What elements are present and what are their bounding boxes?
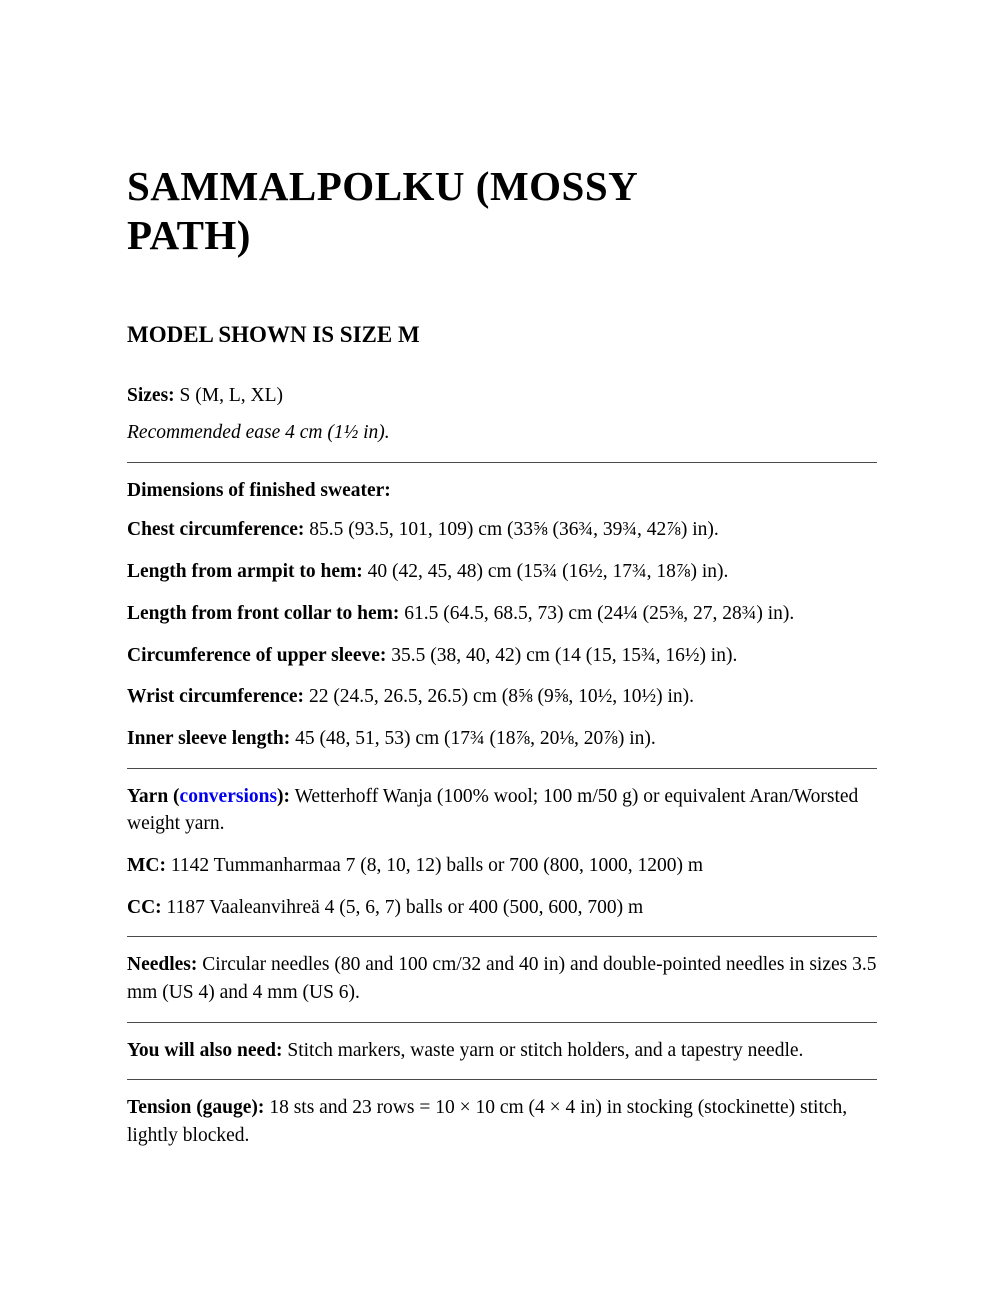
needles-paragraph xyxy=(127,951,877,1006)
cc-row xyxy=(127,894,877,922)
cc-label: CC: xyxy=(127,896,162,918)
spec-value: 85.5 (93.5, 101, 109) cm (33⅝ (36¾, 39¾, 42⅞) in). xyxy=(304,519,719,541)
spec-value: 40 (42, 45, 48) cm (15¾ (16½, 17¾, 18⅞) in). xyxy=(362,561,729,583)
also-need-paragraph xyxy=(127,1037,877,1065)
yarn-value: Wetterhoff Wanja (100% wool; 100 m/50 g) or equivalent Aran/Worsted weight yarn. xyxy=(127,785,859,835)
section-divider xyxy=(127,462,877,463)
also-need-label: You will also need: xyxy=(127,1039,283,1061)
spec-label: Wrist circumference: xyxy=(127,686,305,708)
yarn-label: Yarn (conversions): xyxy=(127,785,291,807)
section-divider xyxy=(127,1079,877,1080)
tension-value: 18 sts and 23 rows = 10 × 10 cm (4 × 4 in) in stocking (stockinette) stitch, lightly blocked. xyxy=(127,1097,848,1147)
needles-value: Circular needles (80 and 100 cm/32 and 40 in) and double-pointed needles in sizes 3.5 mm (US 4) and 4 mm (US 6). xyxy=(127,954,877,1003)
mc-label: MC: xyxy=(127,854,166,876)
spec-row-collar-hem xyxy=(127,600,877,628)
spec-label: Circumference of upper sleeve: xyxy=(127,644,387,666)
page-title: SAMMALPOLKU (MOSSY PATH) xyxy=(127,163,637,259)
spec-row-chest xyxy=(127,516,877,544)
sizes-label: Sizes: xyxy=(127,385,175,407)
dimensions-header: Dimensions of finished sweater: xyxy=(127,479,391,501)
spec-row-inner-sleeve xyxy=(127,725,877,753)
needles-label: Needles: xyxy=(127,954,198,976)
yarn-paragraph xyxy=(127,783,877,838)
also-need-value: Stitch markers, waste yarn or stitch holders, and a tapestry needle. xyxy=(282,1039,804,1061)
section-divider xyxy=(127,936,877,937)
sizes-value: S (M, L, XL) xyxy=(174,385,283,407)
spec-label: Length from armpit to hem: xyxy=(127,561,363,583)
section-divider xyxy=(127,1022,877,1023)
spec-value: 45 (48, 51, 53) cm (17¾ (18⅞, 20⅛, 20⅞) in). xyxy=(290,727,656,749)
cc-value: 1187 Vaaleanvihreä 4 (5, 6, 7) balls or 400 (500, 600, 700) m xyxy=(161,896,644,918)
spec-label: Inner sleeve length: xyxy=(127,727,291,749)
spec-label: Chest circumference: xyxy=(127,519,305,541)
ease-note: Recommended ease 4 cm (1½ in). xyxy=(127,422,390,444)
spec-row-wrist xyxy=(127,683,877,711)
spec-label: Length from front collar to hem: xyxy=(127,602,400,624)
tension-label: Tension (gauge): xyxy=(127,1097,265,1119)
spec-value: 22 (24.5, 26.5, 26.5) cm (8⅝ (9⅝, 10½, 10½) in). xyxy=(304,686,695,708)
section-divider xyxy=(127,768,877,769)
spec-row-armpit-hem xyxy=(127,558,877,586)
spec-row-upper-sleeve xyxy=(127,642,877,670)
spec-value: 61.5 (64.5, 68.5, 73) cm (24¼ (25⅜, 27, 28¾) in). xyxy=(399,602,795,624)
tension-paragraph xyxy=(127,1094,877,1149)
mc-value: 1142 Tummanharmaa 7 (8, 10, 12) balls or 700 (800, 1000, 1200) m xyxy=(165,854,704,876)
spec-value: 35.5 (38, 40, 42) cm (14 (15, 15¾, 16½) in). xyxy=(386,644,738,666)
sizes-row xyxy=(127,382,877,410)
mc-row xyxy=(127,852,877,880)
conversions-link[interactable]: conversions xyxy=(179,785,278,807)
model-size-heading: MODEL SHOWN IS SIZE M xyxy=(127,322,420,348)
